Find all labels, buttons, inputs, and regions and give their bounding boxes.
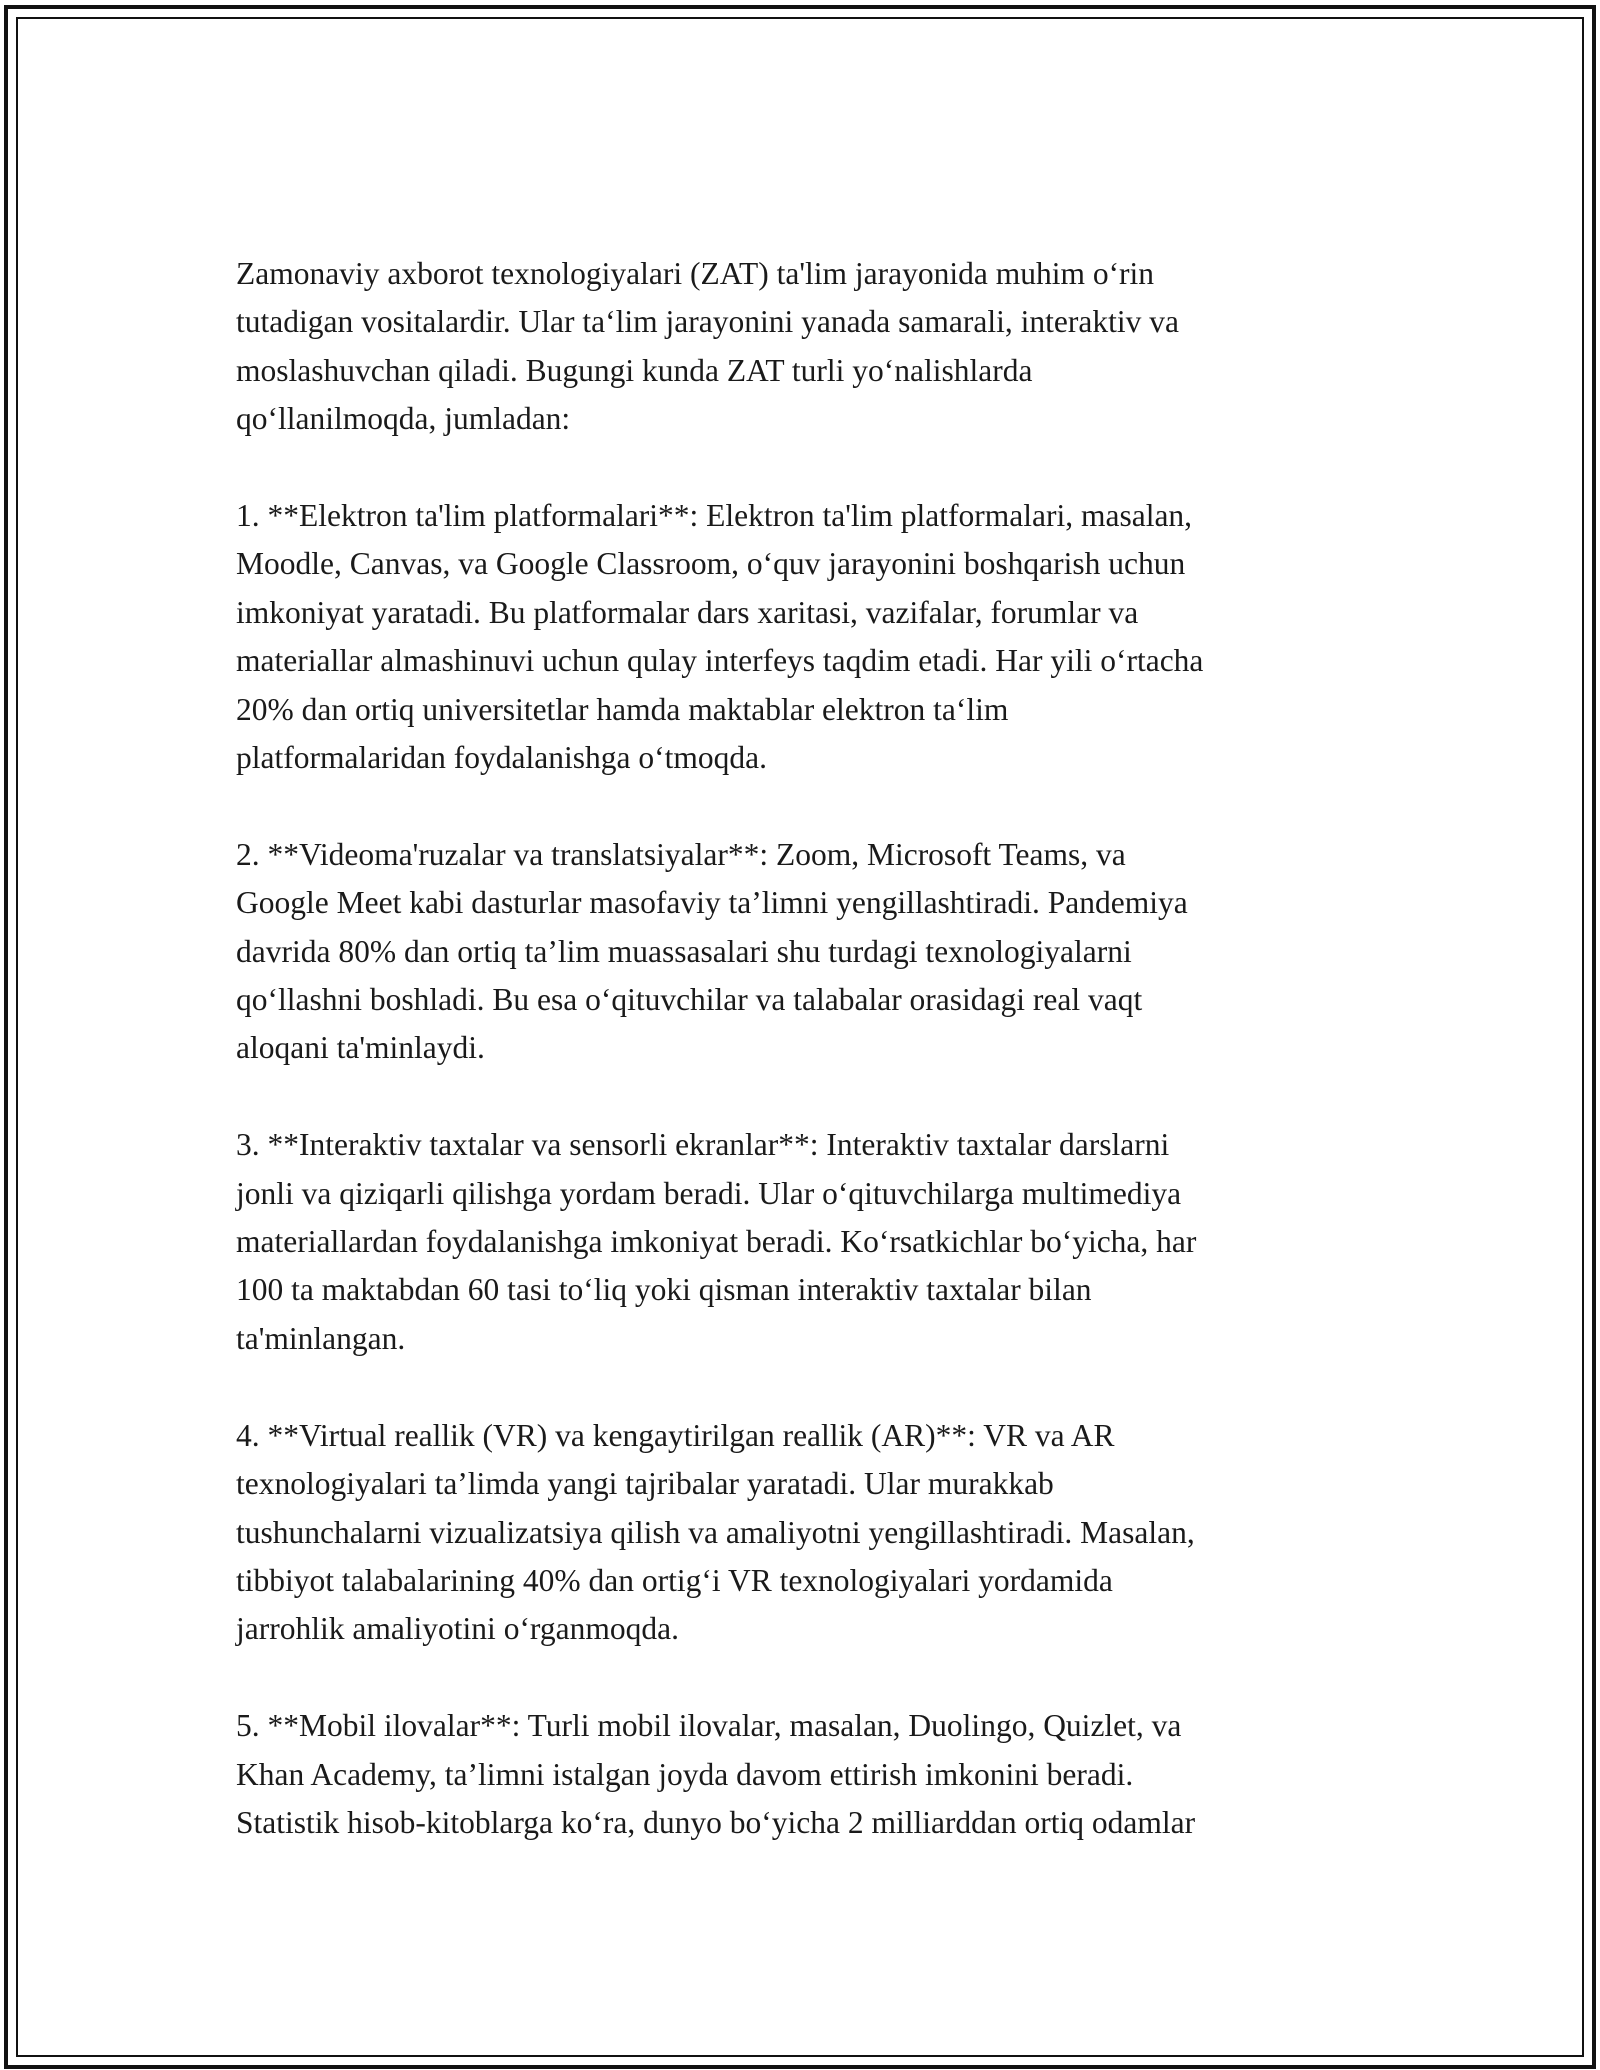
text-line: 2. **Videoma'ruzalar va translatsiyalar**: Zoom, Microsoft Teams, va — [236, 836, 1126, 872]
text-line: imkoniyat yaratadi. Bu platformalar dars xaritasi, vazifalar, forumlar va — [236, 594, 1139, 630]
paragraph-item-3 — [236, 1121, 1366, 1363]
text-line: 1. **Elektron ta'lim platformalari**: Elektron ta'lim platformalari, masalan, — [236, 498, 1193, 534]
paragraph-item-1 — [236, 492, 1366, 782]
text-line: Khan Academy, ta’limni istalgan joyda davom ettirish imkonini beradi. — [236, 1756, 1134, 1792]
text-line: jarrohlik amaliyotini o‘rganmoqda. — [236, 1611, 679, 1647]
text-line: qo‘llanilmoqda, jumladan: — [236, 401, 571, 437]
text-line: platformalaridan foydalanishga o‘tmoqda. — [236, 740, 767, 776]
text-line: 4. **Virtual reallik (VR) va kengaytirilgan reallik (AR)**: VR va AR — [236, 1417, 1115, 1453]
text-line: 100 ta maktabdan 60 tasi to‘liq yoki qisman interaktiv taxtalar bilan — [236, 1272, 1092, 1308]
text-line: tibbiyot talabalarining 40% dan ortig‘i VR texnologiyalari yordamida — [236, 1562, 1113, 1598]
document-body — [236, 250, 1366, 1847]
text-line: Zamonaviy axborot texnologiyalari (ZAT) ta'lim jarayonida muhim o‘rin — [236, 256, 1155, 291]
text-line: 20% dan ortiq universitetlar hamda maktablar elektron ta‘lim — [236, 691, 1009, 727]
paragraph-item-4 — [236, 1412, 1366, 1654]
text-line: Statistik hisob-kitoblarga ko‘ra, dunyo bo‘yicha 2 milliarddan ortiq odamlar — [236, 1804, 1196, 1840]
text-line: tutadigan vositalardir. Ular ta‘lim jarayonini yanada samarali, interaktiv va — [236, 304, 1179, 340]
text-line: davrida 80% dan ortiq ta’lim muassasalari shu turdagi texnologiyalarni — [236, 933, 1132, 969]
text-line: qo‘llashni boshladi. Bu esa o‘qituvchilar va talabalar orasidagi real vaqt — [236, 982, 1143, 1018]
text-line: Moodle, Canvas, va Google Classroom, o‘quv jarayonini boshqarish uchun — [236, 546, 1186, 582]
paragraph-item-5 — [236, 1702, 1366, 1847]
text-line: Google Meet kabi dasturlar masofaviy ta’limni yengillashtiradi. Pandemiya — [236, 885, 1188, 921]
text-line: texnologiyalari ta’limda yangi tajribalar yaratadi. Ular murakkab — [236, 1466, 1054, 1502]
text-line: materiallardan foydalanishga imkoniyat beradi. Ko‘rsatkichlar bo‘yicha, har — [236, 1224, 1197, 1260]
text-line: ta'minlangan. — [236, 1320, 406, 1356]
text-line: 3. **Interaktiv taxtalar va sensorli ekranlar**: Interaktiv taxtalar darslarni — [236, 1127, 1170, 1163]
text-line: aloqani ta'minlaydi. — [236, 1030, 485, 1066]
text-line: tushunchalarni vizualizatsiya qilish va amaliyotni yengillashtiradi. Masalan, — [236, 1514, 1195, 1550]
text-line: moslashuvchan qiladi. Bugungi kunda ZAT turli yo‘nalishlarda — [236, 352, 1033, 388]
text-line: 5. **Mobil ilovalar**: Turli mobil ilovalar, masalan, Duolingo, Quizlet, va — [236, 1708, 1182, 1744]
paragraph-item-2 — [236, 831, 1366, 1073]
paragraph-intro — [236, 250, 1366, 444]
text-line: materiallar almashinuvi uchun qulay interfeys taqdim etadi. Har yili o‘rtacha — [236, 643, 1204, 679]
text-line: jonli va qiziqarli qilishga yordam beradi. Ular o‘qituvchilarga multimediya — [236, 1175, 1182, 1211]
